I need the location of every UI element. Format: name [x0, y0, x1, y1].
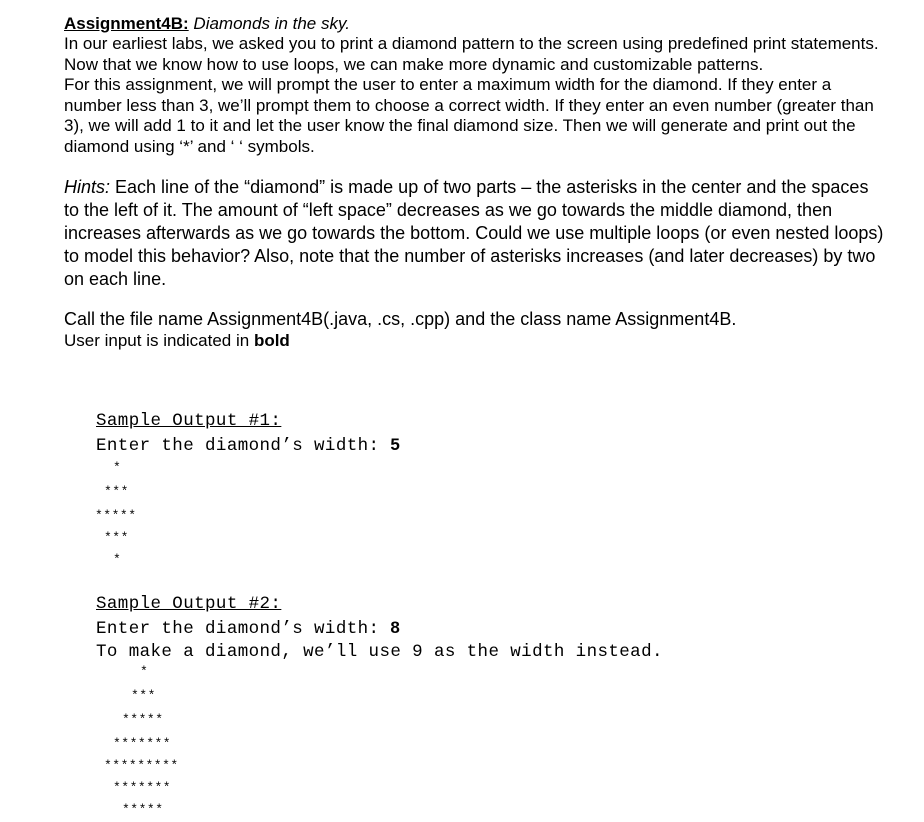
sample-output-2-prompt: Enter the diamond’s width: [96, 619, 391, 639]
sample-output-1-diamond-row: * [113, 552, 122, 567]
sample-output-1 [96, 410, 400, 458]
sample-output-2-diamond-row: *** [131, 688, 156, 703]
sample-output-2-diamond-row: * [140, 664, 149, 679]
sample-output-2-diamond-row: ******* [113, 780, 172, 795]
sample-output-2-diamond-row: ***** [122, 802, 164, 817]
sample-output-2-diamond-row: ***** [122, 712, 164, 727]
user-input-note-prefix: User input is indicated in [64, 330, 254, 350]
sample-output-1-prompt: Enter the diamond’s width: [96, 436, 391, 456]
sample-output-2-title: Sample Output #2: [96, 594, 282, 614]
sample-output-1-user-input: 5 [390, 435, 401, 454]
intro-paragraph: In our earliest labs, we asked you to print a diamond pattern to the screen using predefined print statements. Now that we know how to use loops, we can make more dynamic and customizable patterns. [64, 34, 879, 74]
sample-output-1-diamond-row: * [113, 460, 122, 475]
sample-output-1-diamond-row: *** [104, 530, 129, 545]
user-input-note-bold: bold [253, 330, 290, 350]
sample-output-2-user-input: 8 [390, 618, 401, 637]
sample-output-1-title: Sample Output #1: [96, 411, 282, 431]
description-paragraph: For this assignment, we will prompt the user to enter a maximum width for the diamond. If they enter a number less than 3, we’ll prompt them to choose a correct width. If they enter an even number (greater than 3), we will add 1 to it and let the user know the final diamond size. Then we will generate and print out the diamond using ‘*’ and ‘ ‘ symbols. [64, 75, 874, 156]
sample-output-1-diamond-row: ***** [95, 508, 137, 523]
sample-output-2-diamond-row: ********* [104, 758, 179, 773]
assignment-heading: Assignment4B: [64, 14, 189, 33]
sample-output-2 [96, 593, 663, 664]
assignment-subtitle: Diamonds in the sky. [193, 14, 350, 33]
file-name-instruction: Call the file name Assignment4B(.java, .cs, .cpp) and the class name Assignment4B. [64, 308, 737, 329]
hints-paragraph [64, 176, 884, 291]
assignment-title [64, 14, 884, 34]
hints-text: Each line of the “diamond” is made up of two parts – the asterisks in the center and the spaces to the left of it. The amount of “left space” decreases as we go towards the middle diamond, then increases afterwards as we go towards the bottom. Could we use multiple loops (or even nested loops) to model this behavior? Also, note that the number of asterisks increases (and later decreases) by two on each line. [64, 176, 884, 289]
user-input-note [64, 330, 884, 351]
sample-output-1-diamond-row: *** [104, 484, 129, 499]
assignment-document [64, 14, 884, 351]
hints-label: Hints: [64, 176, 111, 197]
sample-output-2-diamond-row: ******* [113, 736, 172, 751]
sample-output-2-message: To make a diamond, we’ll use 9 as the width instead. [96, 642, 663, 662]
